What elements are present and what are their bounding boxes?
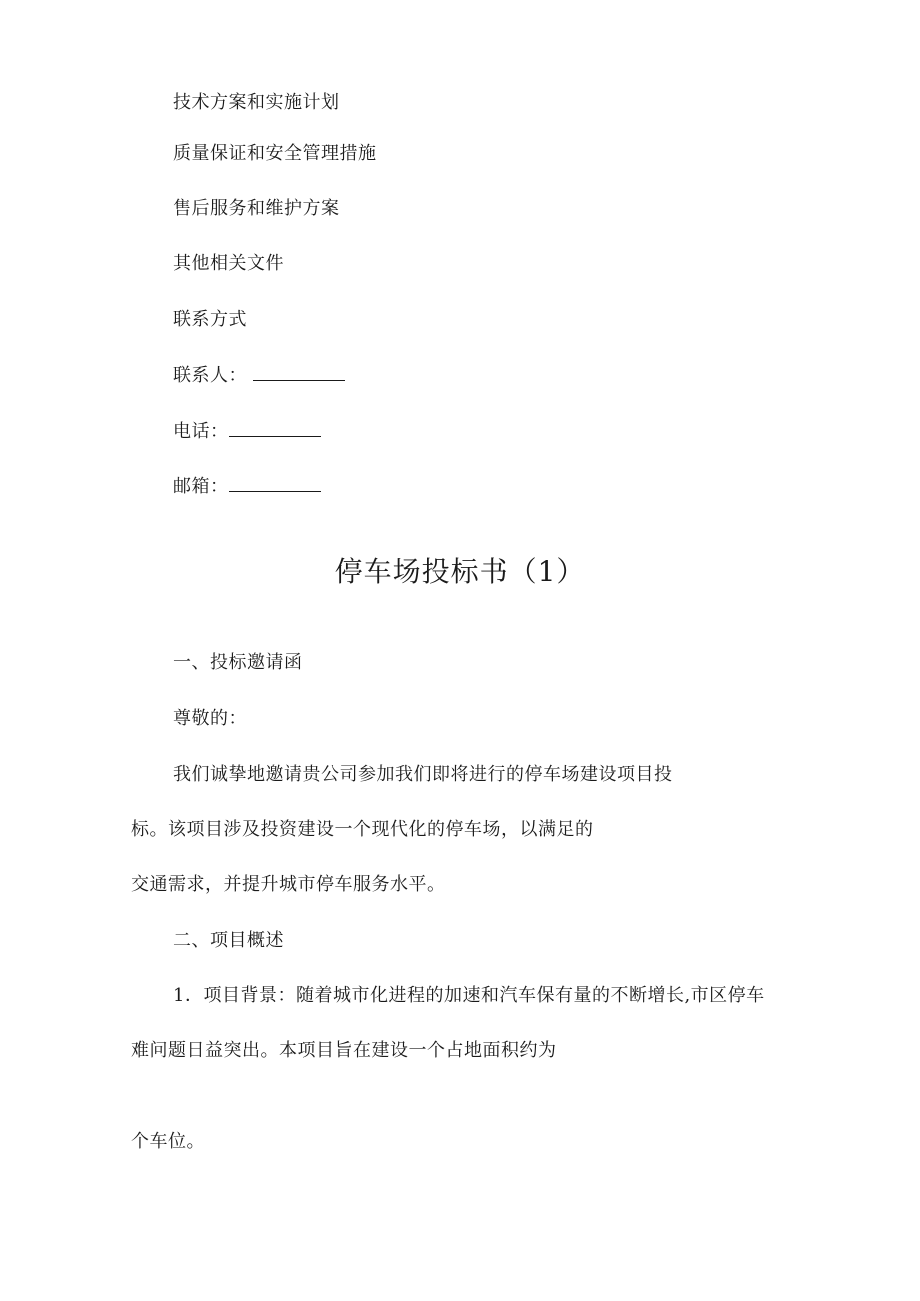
section1-heading: 一、投标邀请函 — [173, 652, 303, 673]
contact-person-blank — [253, 364, 345, 381]
section1-salutation: 尊敬的： — [173, 708, 247, 729]
contact-person-label: 联系人： — [173, 365, 247, 386]
toc-item-technical-plan: 技术方案和实施计划 — [173, 92, 340, 113]
contact-phone-row — [173, 420, 321, 444]
contact-email-label: 邮箱： — [173, 476, 229, 497]
section1-body-line3: 交通需求，并提升城市停车服务水平。 — [131, 874, 446, 895]
section2-item1-line3: 个车位。 — [131, 1131, 205, 1152]
toc-item-after-sales: 售后服务和维护方案 — [173, 198, 340, 219]
section1-body-line2: 标。该项目涉及投资建设一个现代化的停车场，以满足的 — [131, 819, 594, 840]
document-title: 停车场投标书（1） — [334, 555, 586, 588]
section2-item1-line1: 1．项目背景：随着城市化进程的加速和汽车保有量的不断增长,市区停车 — [173, 985, 765, 1006]
section2-heading: 二、项目概述 — [173, 930, 284, 951]
toc-item-other-files: 其他相关文件 — [173, 253, 284, 274]
section2-item1-line2: 难问题日益突出。本项目旨在建设一个占地面积约为 — [131, 1040, 557, 1061]
toc-item-contact: 联系方式 — [173, 309, 247, 330]
section1-body-line1: 我们诚挚地邀请贵公司参加我们即将进行的停车场建设项目投 — [173, 764, 673, 785]
toc-item-quality-safety: 质量保证和安全管理措施 — [173, 143, 377, 164]
contact-phone-label: 电话： — [173, 421, 229, 442]
contact-phone-blank — [229, 420, 321, 437]
contact-email-blank — [229, 475, 321, 492]
contact-email-row — [173, 475, 321, 499]
contact-person-row — [173, 364, 345, 388]
